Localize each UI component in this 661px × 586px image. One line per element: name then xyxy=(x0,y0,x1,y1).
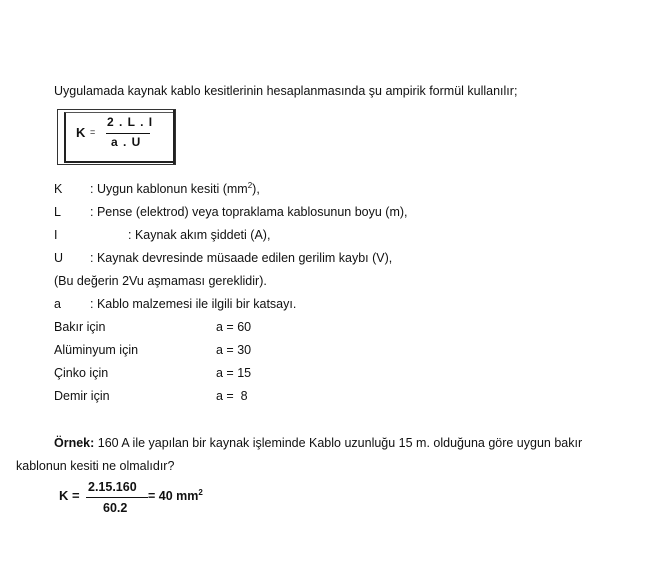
formula-denominator: a . U xyxy=(111,135,142,149)
material-value: a = 30 xyxy=(216,343,252,357)
def-text-i: : Kaynak akım şiddeti (A), xyxy=(128,228,271,242)
example-line-2: kablonun kesiti ne olmalıdır? xyxy=(16,459,175,473)
example-formula-denominator: 60.2 xyxy=(103,501,128,515)
material-value: a = 8 xyxy=(216,389,248,403)
material-name: Alüminyum için xyxy=(54,343,139,357)
material-value: a = 60 xyxy=(216,320,252,334)
material-name: Demir için xyxy=(54,389,110,403)
def-text-u: : Kaynak devresinde müsaade edilen gerilim kaybı (V), xyxy=(90,251,393,265)
def-symbol-l: L xyxy=(54,205,61,219)
example-line-1: Örnek: 160 A ile yapılan bir kaynak işleminde Kablo uzunluğu 15 m. olduğuna göre uygun bakır xyxy=(54,436,583,450)
formula-lhs: K xyxy=(76,125,86,140)
def-symbol-u: U xyxy=(54,251,64,265)
material-value: a = 15 xyxy=(216,366,252,380)
material-name: Bakır için xyxy=(54,320,106,334)
formula-equals: = xyxy=(90,127,95,137)
example-formula-result: = 40 $mm^2$ xyxy=(148,487,203,503)
example-label: Örnek: xyxy=(54,436,95,450)
note-text: (Bu değerin 2Vu aşmaması gereklidir). xyxy=(54,274,267,288)
formula-numerator: 2 . L . I xyxy=(107,115,154,129)
example-fraction-bar xyxy=(86,497,148,498)
formula-fraction-bar xyxy=(106,133,150,134)
def-text-a: : Kablo malzemesi ile ilgili bir katsayı. xyxy=(90,297,297,311)
def-symbol-a: a xyxy=(54,297,61,311)
def-text-l: : Pense (elektrod) veya topraklama kablosunun boyu (m), xyxy=(90,205,408,219)
def-symbol-k: K xyxy=(54,182,63,196)
intro-text: Uygulamada kaynak kablo kesitlerinin hesaplanmasında şu ampirik formül kullanılır; xyxy=(54,84,518,98)
example-formula-lhs: K = xyxy=(59,488,80,503)
def-text-k: : Uygun kablonun kesiti $(mm^2)$, xyxy=(90,180,260,196)
example-formula-numerator: 2.15.160 xyxy=(88,480,137,494)
def-symbol-i: I xyxy=(54,228,58,242)
material-name: Çinko için xyxy=(54,366,109,380)
formula-box xyxy=(57,109,176,165)
